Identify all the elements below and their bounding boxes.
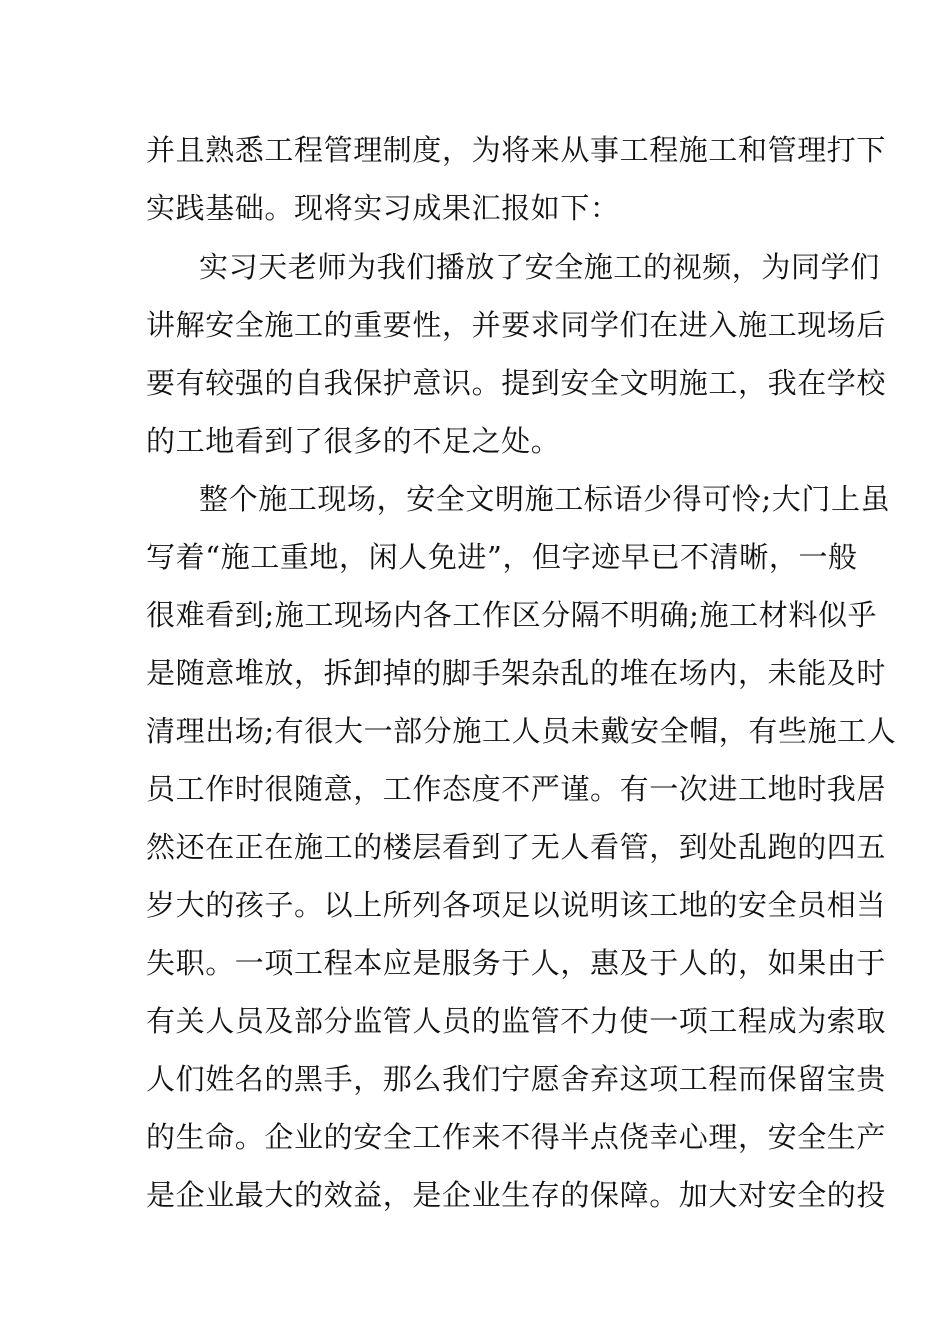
text-line: 是企业最大的效益，是企业生存的保障。加大对安全的投 <box>146 1178 887 1212</box>
text-line: 实践基础。现将实习成果汇报如下： <box>146 191 620 225</box>
text-line: 清理出场;有很大一部分施工人员未戴安全帽，有些施工人 <box>146 714 897 748</box>
text-line: 有关人员及部分监管人员的监管不力使一项工程成为索取 <box>146 1004 887 1038</box>
text-line: 的生命。企业的安全工作来不得半点侥幸心理，安全生产 <box>146 1120 887 1154</box>
text-line: 然还在正在施工的楼层看到了无人看管，到处乱跑的四五 <box>146 830 887 864</box>
text-line: 写着“施工重地，闲人免进”，但字迹早已不清晰，一般 <box>146 540 858 574</box>
paragraph-first-line: 整个施工现场，安全文明施工标语少得可怜;大门上虽 <box>199 482 891 516</box>
text-line: 讲解安全施工的重要性，并要求同学们在进入施工现场后 <box>146 308 887 342</box>
text-line: 失职。一项工程本应是服务于人，惠及于人的，如果由于 <box>146 946 887 980</box>
text-line: 要有较强的自我保护意识。提到安全文明施工，我在学校 <box>146 366 887 400</box>
text-line: 岁大的孩子。以上所列各项足以说明该工地的安全员相当 <box>146 888 887 922</box>
text-line: 是随意堆放，拆卸掉的脚手架杂乱的堆在场内，未能及时 <box>146 656 887 690</box>
text-line: 员工作时很随意，工作态度不严谨。有一次进工地时我居 <box>146 772 887 806</box>
text-line: 很难看到;施工现场内各工作区分隔不明确;施工材料似乎 <box>146 598 878 632</box>
text-line: 人们姓名的黑手，那么我们宁愿舍弃这项工程而保留宝贵 <box>146 1062 887 1096</box>
text-line: 并且熟悉工程管理制度，为将来从事工程施工和管理打下 <box>146 133 887 167</box>
text-line: 的工地看到了很多的不足之处。 <box>146 424 561 458</box>
paragraph-first-line: 实习天老师为我们播放了安全施工的视频，为同学们 <box>199 250 880 284</box>
